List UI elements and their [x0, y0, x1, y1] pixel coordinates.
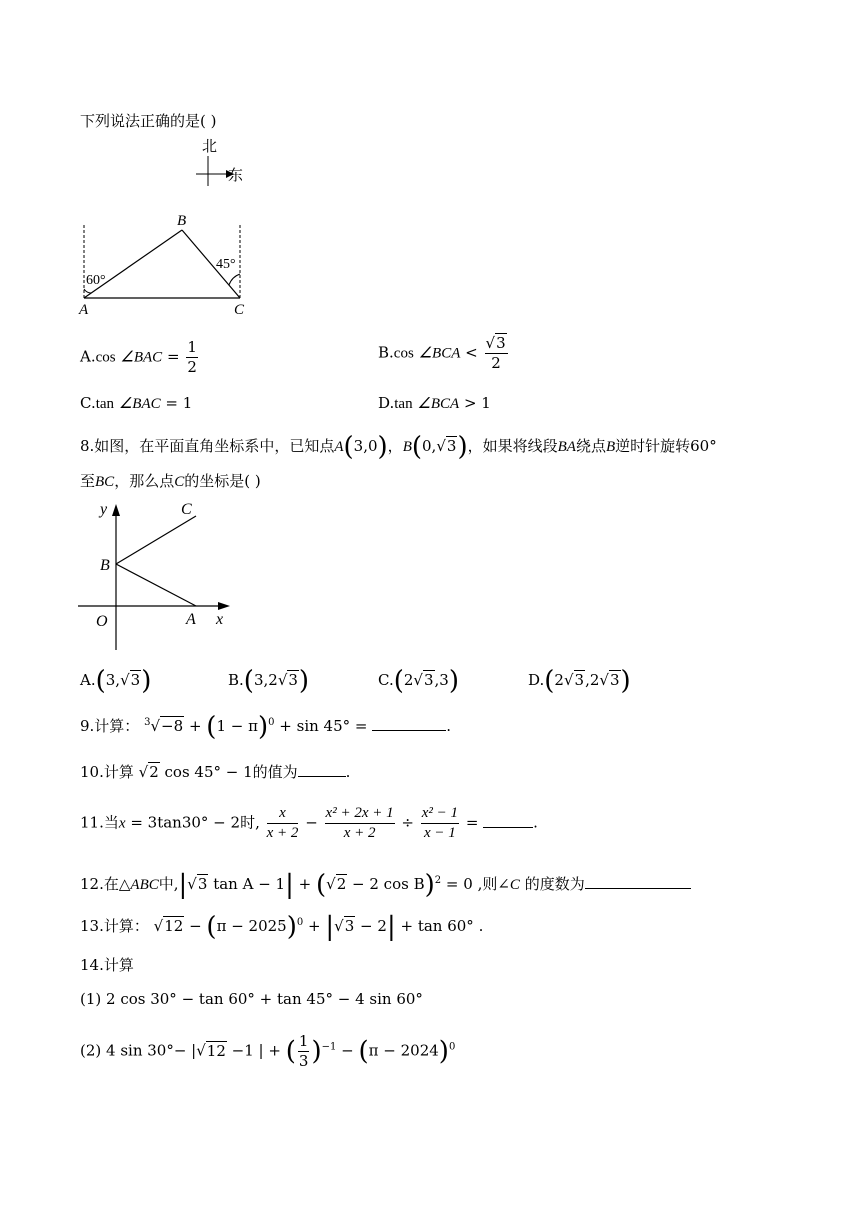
q8-text: ，那么点 [114, 472, 175, 490]
trig-fn: tan [394, 396, 413, 412]
origin-label: O [96, 613, 108, 630]
denominator: x − 1 [424, 825, 456, 841]
q9-label: 9.计算： [80, 717, 140, 735]
option-label: A. [80, 671, 96, 689]
answer-blank[interactable] [585, 876, 691, 889]
q14-p2-text: (2) 4 sin 30°− | [80, 1041, 197, 1060]
q8-stem-line1: 8.如图，在平面直角坐标系中，已知点A(3,0)，B(0,√3)，如果将线段BA绕点B逆时针旋转60° [80, 432, 717, 462]
q12-text: 中, [158, 875, 179, 893]
value: 1 [182, 394, 193, 412]
q8-option-b[interactable]: B.(3,2√3) [228, 666, 310, 696]
fraction [421, 806, 459, 841]
paren-expr: 1 − π [216, 717, 258, 735]
q10-expr: cos 45° − 1 [164, 763, 253, 781]
axis-y-label: y [100, 501, 108, 518]
triangle-name: ABC [130, 877, 159, 893]
q11-when: 时, [240, 813, 260, 832]
fraction [267, 806, 299, 841]
point-c: C [174, 474, 185, 490]
q8-option-c[interactable]: C.(2√3,3) [378, 666, 459, 696]
answer-blank[interactable] [298, 764, 346, 777]
q12-abs-expr: tan A − 1 [213, 875, 286, 893]
q8-text: ，如果将线段 [467, 437, 558, 455]
radicand: 2 [149, 763, 159, 781]
denominator: 2 [187, 358, 197, 376]
q8-text: 逆时针旋转60° [615, 437, 717, 455]
angle-60-label: 60° [86, 273, 106, 288]
numerator: x [267, 806, 299, 824]
q10: 10.计算 √2 cos 45° − 1的值为 . [80, 763, 351, 781]
paren-expr: π − 2024 [368, 1041, 439, 1060]
separator: ， [387, 437, 403, 455]
fraction [298, 1034, 310, 1069]
radicand: 3 [446, 437, 457, 455]
angle: ∠BAC [120, 349, 163, 366]
fraction [325, 806, 395, 841]
q9-tail: + sin 45° = [279, 717, 368, 735]
option-label: B. [378, 343, 394, 362]
radicand: 3 [197, 875, 208, 893]
exponent: 0 [448, 1041, 456, 1053]
radicand: −8 [161, 717, 184, 735]
period: . [446, 717, 452, 735]
q11-label: 11.当 [80, 813, 119, 832]
q8-text: 8.如图，在平面直角坐标系中，已知点 [80, 437, 335, 455]
radicand: 12 [164, 917, 184, 935]
q12-label: 12.在△ [80, 875, 131, 893]
period: . [345, 763, 351, 781]
q10-label: 10.计算 [80, 763, 134, 781]
operator: + [308, 917, 321, 935]
denominator: 3 [298, 1052, 309, 1070]
exponent: 0 [268, 717, 275, 728]
radicand: 3 [423, 671, 434, 689]
q7-option-a[interactable] [80, 340, 200, 375]
q8-text: 至 [80, 472, 96, 490]
q12-paren-expr: − 2 cos B [352, 875, 425, 893]
q8-stem-line2 [80, 474, 261, 490]
exponent: −1 [321, 1041, 337, 1053]
triangle-figure [74, 210, 254, 320]
q12: 12.在△ABC中,|√3 tan A − 1| + (√2 − 2 cos B)$^2$ = 0 ,则∠C 的度数为 [80, 872, 691, 898]
operator: + [298, 875, 312, 893]
paren-expr: π − 2025 [216, 917, 287, 935]
q14-p2-text: −1 | + [231, 1041, 281, 1060]
q8-option-a[interactable]: A.(3,√3) [80, 666, 152, 696]
q13-label: 13.计算： [80, 917, 149, 935]
point-b: B [402, 439, 412, 455]
coord: ,2 [585, 671, 600, 689]
operator: + [188, 717, 202, 735]
q10-suffix: 的值为 [252, 763, 298, 781]
option-label: C. [80, 394, 96, 412]
q7-stem: 下列说法正确的是( ) [80, 112, 217, 130]
condition: = 3tan30° − 2 [130, 813, 241, 832]
q7-option-b[interactable] [378, 336, 510, 371]
trig-fn: tan [95, 396, 115, 412]
numerator: x² + 2x + 1 [325, 806, 395, 824]
radicand: 3 [609, 671, 620, 689]
option-label: C. [378, 671, 394, 689]
angle-45-label: 45° [216, 257, 236, 272]
q13: 13.计算： $√12 - (\pi - 2025)^0 + |√3 - 2| + \tan 60^\circ$ . [80, 912, 484, 942]
numerator: 1 [298, 1032, 309, 1050]
relation: < [465, 343, 478, 362]
vertex-b-label: B [177, 213, 187, 229]
option-label: B. [228, 671, 244, 689]
period: . [533, 813, 538, 832]
radicand: 2 [336, 875, 347, 893]
q14-part1: (1) 2 cos 30° − tan 60° + tan 45° − 4 sin 60° [80, 990, 423, 1008]
denominator: x + 2 [343, 825, 376, 841]
segment-bc: BC [95, 474, 115, 490]
value: 1 [481, 394, 491, 412]
q8-option-d[interactable]: D.(2√3,2√3) [528, 666, 631, 696]
vertex-c-label: C [234, 302, 245, 318]
q9: 9.计算： $^3√-8 + (1 - \pi)^0 + \sin 45^\circ$ = . [80, 712, 452, 742]
q7-option-d[interactable] [378, 396, 491, 412]
radicand: 3 [574, 671, 585, 689]
operator: − [341, 1041, 354, 1060]
coord: 2 [403, 671, 414, 689]
option-label: D. [528, 671, 545, 689]
compass-north-label: 北 [202, 139, 218, 155]
axis-x-label: x [216, 611, 224, 628]
abs-expr: − 2 [360, 917, 387, 935]
relation: > [463, 394, 477, 412]
compass-diagram [190, 134, 250, 188]
exponent: 2 [434, 875, 442, 886]
q14-part2: (2) 4 sin 30°− |√12 −1 | + ( $\frac{1}{3}$ )$^{-1} - (\pi - 2024)^0$ [80, 1032, 456, 1070]
relation: = [165, 394, 178, 412]
coord: 3,2 [253, 671, 278, 689]
angle: ∠BCA [417, 396, 460, 412]
angle-c: C [509, 877, 520, 893]
trig-fn: cos [95, 349, 116, 366]
point-a-label: A [186, 611, 196, 628]
numerator: 1 [187, 338, 197, 356]
answer-blank[interactable] [483, 815, 533, 828]
variable: x [118, 815, 126, 832]
option-label: A. [80, 347, 96, 366]
coordinate-figure [74, 496, 244, 656]
point-c-label: C [181, 501, 192, 518]
point-a: A [334, 439, 344, 455]
vertex-a-label: A [79, 302, 89, 318]
coord: ,3 [434, 671, 449, 689]
q7-option-c[interactable] [80, 396, 192, 412]
radicand: 3 [130, 671, 141, 689]
operator: ÷ [401, 813, 414, 832]
radicand: 3 [496, 334, 506, 352]
numerator: x² − 1 [421, 806, 459, 824]
q13-tail: + tan 60° . [400, 917, 484, 935]
operator: = [465, 813, 479, 832]
q12-suffix: 的度数为 [524, 875, 585, 893]
trig-fn: cos [393, 345, 414, 362]
q8-text: 的坐标是( ) [184, 472, 261, 490]
fraction [485, 336, 508, 371]
q11 [80, 806, 538, 841]
point-b-label: B [100, 557, 110, 574]
numerator: √3 [485, 334, 506, 352]
coord: 2 [554, 671, 564, 689]
q14-label: 14.计算 [80, 956, 134, 974]
segment-ba: BA [557, 439, 576, 455]
relation: = [166, 347, 180, 366]
answer-blank[interactable] [372, 718, 446, 731]
denominator: 2 [491, 354, 501, 372]
q12-text: = 0 ,则∠ [445, 875, 510, 893]
operator: − [305, 813, 318, 832]
coord: 3, [105, 671, 121, 689]
fraction [186, 340, 198, 375]
coord-a: 3,0 [353, 437, 378, 455]
denominator: x + 2 [266, 825, 299, 841]
coord-b: 0, [422, 437, 437, 455]
pivot-b: B [605, 439, 616, 455]
compass-east-label: 东 [228, 168, 244, 184]
option-label: D. [378, 394, 395, 412]
angle: ∠BCA [418, 345, 461, 362]
radicand: 12 [206, 1041, 226, 1060]
root-index: 3 [144, 717, 151, 728]
radicand: 3 [344, 917, 355, 935]
exponent: 0 [296, 917, 304, 928]
radicand: 3 [288, 671, 298, 689]
angle: ∠BAC [118, 396, 161, 412]
operator: − [189, 917, 202, 935]
q8-text: 绕点 [575, 437, 606, 455]
